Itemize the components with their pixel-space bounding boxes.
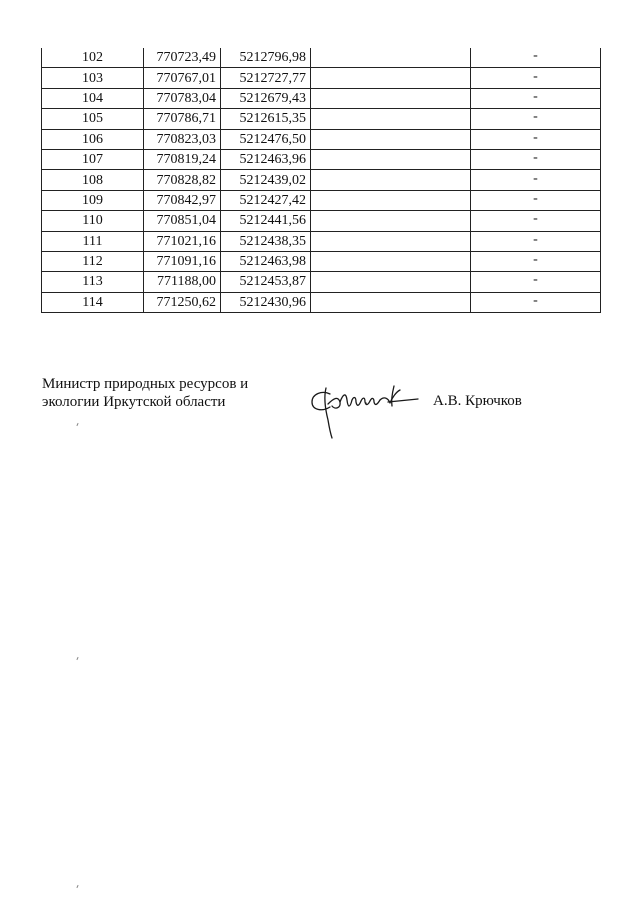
- point-number-cell: 107: [42, 149, 144, 169]
- scan-speck: [76, 885, 78, 888]
- x-coordinate-cell: 770783,04: [144, 88, 221, 108]
- mark-cell: -: [471, 149, 601, 169]
- point-number-cell: 112: [42, 251, 144, 271]
- note-cell: [311, 170, 471, 190]
- table-row: [42, 292, 601, 312]
- scan-speck: [76, 423, 78, 426]
- table-row: [42, 129, 601, 149]
- mark-cell: -: [471, 190, 601, 210]
- mark-cell: -: [471, 292, 601, 312]
- y-coordinate-cell: 5212430,96: [221, 292, 311, 312]
- table-row: [42, 109, 601, 129]
- y-coordinate-cell: 5212727,77: [221, 68, 311, 88]
- y-coordinate-cell: 5212796,98: [221, 48, 311, 68]
- point-number-cell: 105: [42, 109, 144, 129]
- point-number-cell: 108: [42, 170, 144, 190]
- table-row: [42, 190, 601, 210]
- table-row: [42, 231, 601, 251]
- y-coordinate-cell: 5212438,35: [221, 231, 311, 251]
- mark-cell: -: [471, 251, 601, 271]
- mark-cell: -: [471, 68, 601, 88]
- x-coordinate-cell: 771188,00: [144, 272, 221, 292]
- table-row: [42, 170, 601, 190]
- signer-title-line-1: Министр природных ресурсов и: [42, 376, 249, 392]
- note-cell: [311, 129, 471, 149]
- point-number-cell: 103: [42, 68, 144, 88]
- table-row: [42, 149, 601, 169]
- table-row: [42, 272, 601, 292]
- note-cell: [311, 272, 471, 292]
- point-number-cell: 104: [42, 88, 144, 108]
- note-cell: [311, 211, 471, 231]
- x-coordinate-cell: 770723,49: [144, 48, 221, 68]
- table-row: [42, 48, 601, 68]
- x-coordinate-cell: 770842,97: [144, 190, 221, 210]
- x-coordinate-cell: 770786,71: [144, 109, 221, 129]
- mark-cell: -: [471, 109, 601, 129]
- note-cell: [311, 190, 471, 210]
- point-number-cell: 111: [42, 231, 144, 251]
- point-number-cell: 102: [42, 48, 144, 68]
- y-coordinate-cell: 5212615,35: [221, 109, 311, 129]
- note-cell: [311, 88, 471, 108]
- point-number-cell: 110: [42, 211, 144, 231]
- note-cell: [311, 48, 471, 68]
- mark-cell: -: [471, 211, 601, 231]
- y-coordinate-cell: 5212441,56: [221, 211, 311, 231]
- point-number-cell: 106: [42, 129, 144, 149]
- x-coordinate-cell: 771021,16: [144, 231, 221, 251]
- y-coordinate-cell: 5212476,50: [221, 129, 311, 149]
- coordinates-table: [41, 48, 601, 313]
- note-cell: [311, 251, 471, 271]
- point-number-cell: 114: [42, 292, 144, 312]
- mark-cell: -: [471, 231, 601, 251]
- x-coordinate-cell: 771250,62: [144, 292, 221, 312]
- x-coordinate-cell: 770851,04: [144, 211, 221, 231]
- note-cell: [311, 149, 471, 169]
- y-coordinate-cell: 5212463,96: [221, 149, 311, 169]
- note-cell: [311, 231, 471, 251]
- x-coordinate-cell: 770819,24: [144, 149, 221, 169]
- mark-cell: -: [471, 170, 601, 190]
- table-row: [42, 68, 601, 88]
- mark-cell: -: [471, 272, 601, 292]
- mark-cell: -: [471, 129, 601, 149]
- scan-speck: [76, 657, 78, 660]
- x-coordinate-cell: 771091,16: [144, 251, 221, 271]
- table-row: [42, 251, 601, 271]
- mark-cell: -: [471, 88, 601, 108]
- note-cell: [311, 109, 471, 129]
- y-coordinate-cell: 5212439,02: [221, 170, 311, 190]
- table-row: [42, 211, 601, 231]
- signer-position: [42, 375, 248, 411]
- note-cell: [311, 292, 471, 312]
- coordinates-table-body: [42, 48, 601, 313]
- y-coordinate-cell: 5212427,42: [221, 190, 311, 210]
- point-number-cell: 109: [42, 190, 144, 210]
- signer-title-line-2: экологии Иркутской области: [42, 394, 226, 410]
- point-number-cell: 113: [42, 272, 144, 292]
- signer-name: А.В. Крючков: [433, 393, 522, 409]
- y-coordinate-cell: 5212679,43: [221, 88, 311, 108]
- note-cell: [311, 68, 471, 88]
- table-row: [42, 88, 601, 108]
- x-coordinate-cell: 770828,82: [144, 170, 221, 190]
- x-coordinate-cell: 770767,01: [144, 68, 221, 88]
- x-coordinate-cell: 770823,03: [144, 129, 221, 149]
- mark-cell: -: [471, 48, 601, 68]
- y-coordinate-cell: 5212453,87: [221, 272, 311, 292]
- y-coordinate-cell: 5212463,98: [221, 251, 311, 271]
- handwritten-signature-icon: [308, 380, 420, 442]
